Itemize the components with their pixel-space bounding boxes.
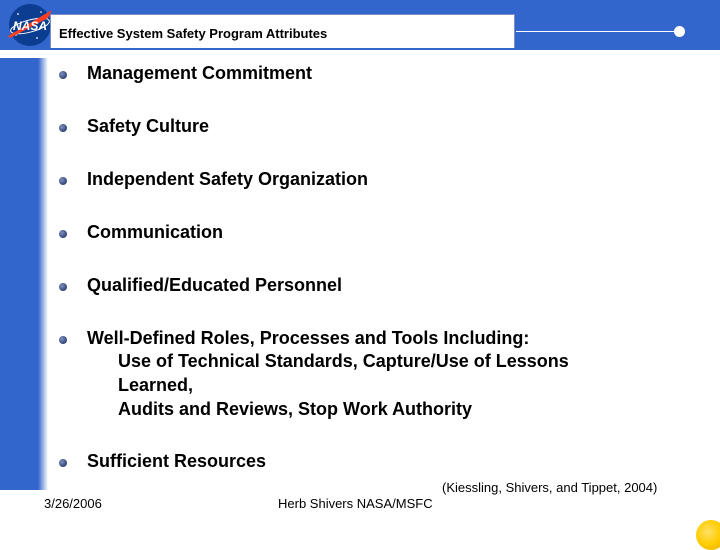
bullet-icon — [59, 177, 67, 185]
bullet-icon — [59, 124, 67, 132]
sub-bullet-text: Use of Technical Standards, Capture/Use of Lessons Learned, — [118, 351, 569, 395]
citation: (Kiessling, Shivers, and Tippet, 2004) — [442, 480, 658, 495]
bullet-text: Sufficient Resources — [87, 451, 267, 471]
header-rule — [516, 31, 680, 32]
header-rule-endpoint — [674, 26, 685, 37]
bullet-item — [56, 221, 676, 243]
bullet-item — [56, 327, 676, 421]
bullet-item — [56, 274, 676, 296]
bullet-item — [56, 450, 676, 472]
bullet-item — [56, 62, 676, 84]
nasa-logo — [4, 2, 56, 48]
bullet-text: Communication — [87, 222, 224, 242]
bullet-icon — [59, 459, 67, 467]
footer-date: 3/26/2006 — [44, 496, 102, 511]
bullet-text: Independent Safety Organization — [87, 169, 369, 189]
bullet-icon — [59, 283, 67, 291]
bullet-item — [56, 115, 676, 137]
title-box — [50, 14, 515, 48]
bullet-icon — [59, 336, 67, 344]
sub-bullet-text: Audits and Reviews, Stop Work Authority — [118, 399, 473, 419]
bullet-item — [56, 168, 676, 190]
bullet-icon — [59, 71, 67, 79]
page-title: Effective System Safety Program Attributes — [59, 26, 328, 41]
bullet-text: Qualified/Educated Personnel — [87, 275, 343, 295]
header-divider — [0, 50, 720, 58]
footer-author: Herb Shivers NASA/MSFC — [278, 496, 433, 511]
left-rail — [0, 50, 48, 490]
bullet-text: Management Commitment — [87, 63, 313, 83]
bullet-text: Well-Defined Roles, Processes and Tools Including: — [87, 328, 530, 348]
svg-text:NASA: NASA — [12, 19, 48, 33]
bullet-icon — [59, 230, 67, 238]
corner-decoration — [696, 520, 720, 550]
bullet-text: Safety Culture — [87, 116, 210, 136]
bullet-list — [56, 62, 676, 472]
